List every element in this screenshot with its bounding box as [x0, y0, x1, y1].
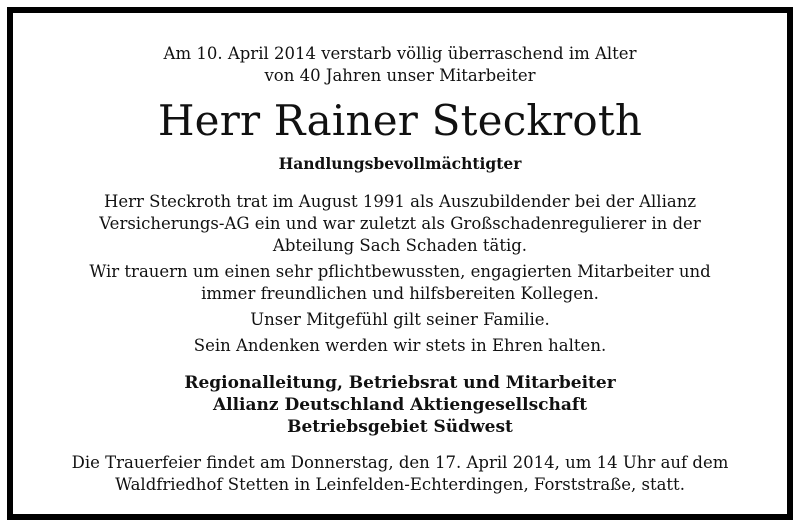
body-line-1: Herr Steckroth trat im August 1991 als Auszubildender bei der Allianz [103, 192, 697, 211]
signature-line-2: Allianz Deutschland Aktiengesellschaft [212, 395, 588, 415]
body-line-2: Versicherungs-AG ein und war zuletzt als Großschadenregulierer in der [99, 214, 701, 233]
signature-line-3: Betriebsgebiet Südwest [287, 417, 513, 437]
intro-line-1: Am 10. April 2014 verstarb völlig überraschend im Alter [163, 44, 637, 63]
intro-line-2: von 40 Jahren unser Mitarbeiter [264, 66, 536, 85]
funeral-line-1: Die Trauerfeier findet am Donnerstag, den 17. April 2014, um 14 Uhr auf dem [71, 453, 729, 472]
body-line-6: Unser Mitgefühl gilt seiner Familie. [250, 310, 550, 329]
obituary-notice [7, 7, 793, 520]
body-line-3: Abteilung Sach Schaden tätig. [272, 236, 528, 255]
body-line-4: Wir trauern um einen sehr pflichtbewussten, engagierten Mitarbeiter und [89, 262, 711, 281]
body-line-7: Sein Andenken werden wir stets in Ehren halten. [193, 336, 607, 355]
body-line-5: immer freundlichen und hilfsbereiten Kollegen. [201, 284, 599, 303]
deceased-title: Handlungsbevollmächtigter [278, 154, 522, 173]
funeral-line-2: Waldfriedhof Stetten in Leinfelden-Echterdingen, Forststraße, statt. [115, 475, 685, 494]
deceased-name: Herr Rainer Steckroth [157, 96, 643, 145]
signature-line-1: Regionalleitung, Betriebsrat und Mitarbeiter [184, 373, 616, 393]
